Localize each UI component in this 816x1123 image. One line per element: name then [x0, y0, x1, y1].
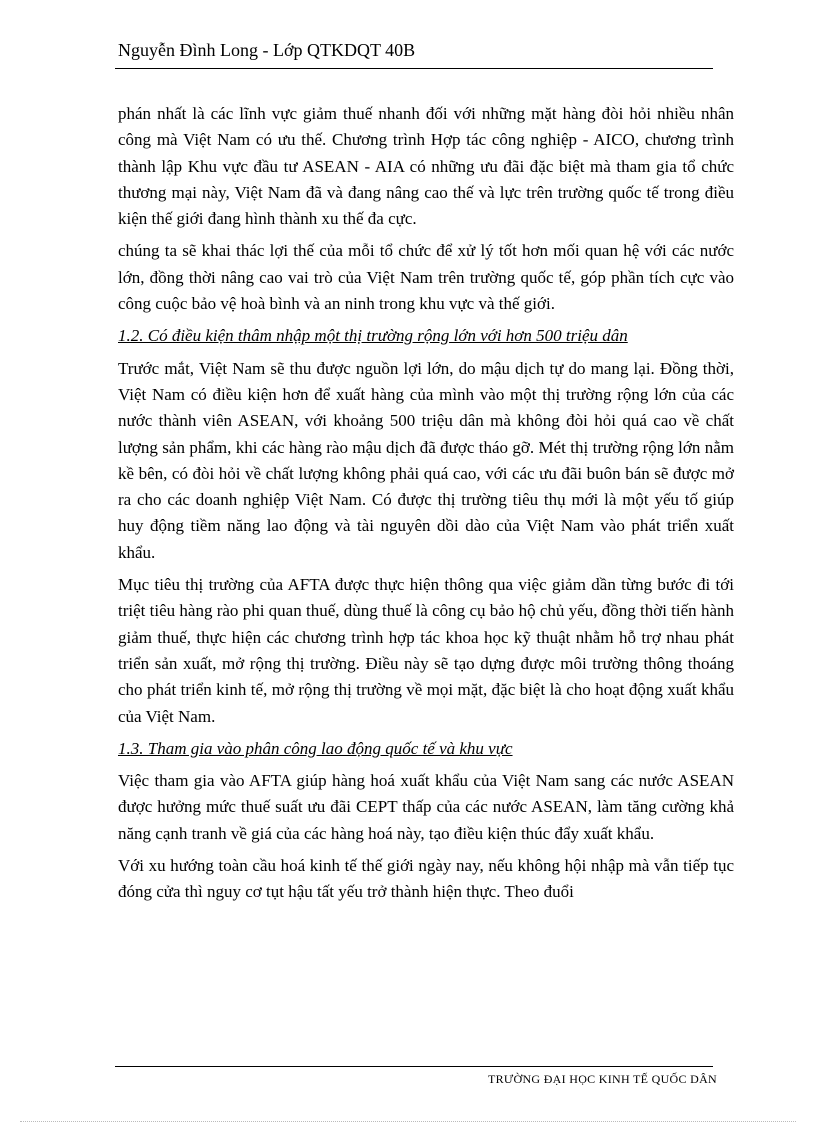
paragraph: Mục tiêu thị trường của AFTA được thực hiện thông qua việc giảm dần từng bước đi tới triệt tiêu hàng rào phi quan thuế, dùng thuế là công cụ bảo hộ chủ yếu, đồng thời tiến hành giảm thuế, thực hiện các chương trình hợp tác khoa học kỹ thuật nhằm hỗ trợ nhau phát triển sản xuất, mở rộng thị trường. Điều này sẽ tạo dựng được môi trường thông thoáng cho phát triển kinh tế, mở rộng thị trường về mọi mặt, đặc biệt là cho hoạt động xuất khẩu của Việt Nam.: [118, 575, 734, 726]
paragraph: Việc tham gia vào AFTA giúp hàng hoá xuất khẩu của Việt Nam sang các nước ASEAN được hưởng mức thuế suất ưu đãi CEPT thấp của các nước ASEAN, làm tăng cường khả năng cạnh tranh về giá của các hàng hoá này, tạo điều kiện thúc đẩy xuất khẩu.: [118, 771, 734, 843]
paragraph: phán nhất là các lĩnh vực giảm thuế nhanh đối với những mặt hàng đòi hỏi nhiều nhân công mà Việt Nam có ưu thế. Chương trình Hợp tác công nghiệp - AICO, chương trình thành lập Khu vực đầu tư ASEAN - AIA có những ưu đãi đặc biệt mà tham gia tổ chức thương mại này, Việt Nam đã và đang nâng cao thế và lực trên trường quốc tế trong điều kiện thế giới đang hình thành xu thế đa cực.: [118, 104, 734, 229]
page-header: Nguyễn Đình Long - Lớp QTKDQT 40B: [118, 40, 416, 60]
footer-rule: [115, 1066, 713, 1067]
header-rule: [115, 68, 713, 69]
page-footer: TRƯỜNG ĐẠI HỌC KINH TẾ QUỐC DÂN: [487, 1072, 717, 1086]
section-heading: 1.2. Có điều kiện thâm nhập một thị trường rộng lớn với hơn 500 triệu dân: [118, 326, 628, 346]
paragraph: Trước mắt, Việt Nam sẽ thu được nguồn lợi lớn, do mậu dịch tự do mang lại. Đồng thời, Việt Nam có điều kiện hơn để xuất hàng của mình vào một thị trường rộng lớn của các nước thành viên ASEAN, với khoảng 500 triệu dân mà không đòi hỏi quá cao về chất lượng sản phẩm, khi các hàng rào mậu dịch đã được tháo gỡ. Mét thị trường rộng lớn nằm kề bên, có đòi hỏi về chất lượng không phải quá cao, với các ưu đãi buôn bán sẽ được mở ra cho các doanh nghiệp Việt Nam. Có được thị trường tiêu thụ mới là một yếu tố giúp huy động tiềm năng lao động và tài nguyên dồi dào của Việt Nam vào phát triển xuất khẩu.: [118, 358, 734, 562]
paragraph: Với xu hướng toàn cầu hoá kinh tế thế giới ngày nay, nếu không hội nhập mà vẫn tiếp tục đóng cửa thì nguy cơ tụt hậu tất yếu trở thành hiện thực. Theo đuổi: [118, 856, 734, 902]
page-edge: [20, 1121, 796, 1122]
section-heading: 1.3. Tham gia vào phân công lao động quốc tế và khu vực: [118, 738, 513, 758]
document-body: [118, 101, 734, 912]
paragraph: chúng ta sẽ khai thác lợi thế của mỗi tổ chức để xử lý tốt hơn mối quan hệ với các nước lớn, đồng thời nâng cao vai trò của Việt Nam trên trường quốc tế, góp phần tích cực vào công cuộc bảo vệ hoà bình và an ninh trong khu vực và thế giới.: [118, 241, 734, 314]
